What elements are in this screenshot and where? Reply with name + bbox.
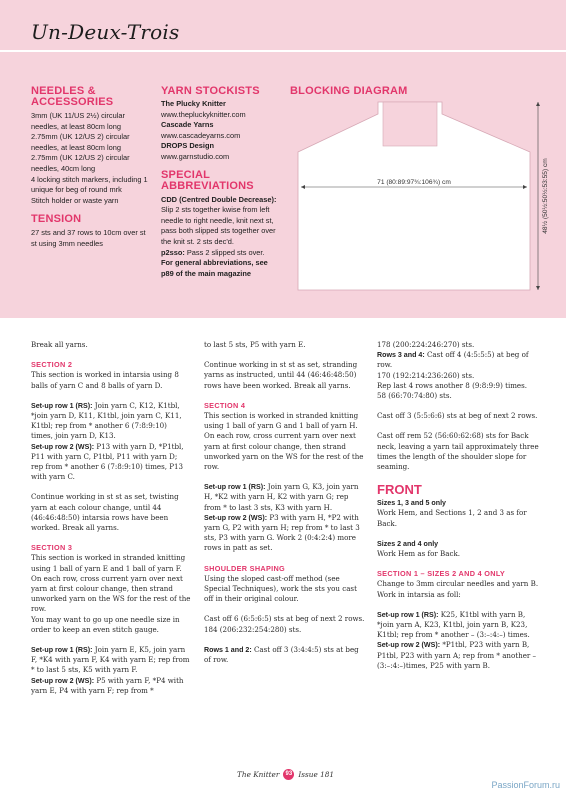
stockist-link[interactable]: www.thepluckyknitter.com: [161, 109, 246, 119]
paragraph: 178 (200:224:246:270) sts.: [377, 340, 475, 349]
abbreviations-heading: SPECIAL ABBREVIATIONS: [161, 168, 254, 192]
paragraph: Using the sloped cast-off method (see Special Techniques), work the sts you cast off in their original colour.: [204, 573, 357, 604]
instruction-row: Set-up row 2 (WS): P13 with yarn D, *P1tbl, P11 with yarn C, P1tbl, P11 with yarn D; rep from * another 6 (7:8:9:10) times, P13 with yarn C.: [31, 441, 184, 482]
width-label: 71 (80:89:97¾:106¾) cm: [377, 179, 451, 186]
instruction-row: Set-up row 2 (WS): *P1tbl, P23 with yarn B, P1tbl, P23 with yarn A; rep from * another – (3:–:4:–)times, P25 with yarn B.: [377, 640, 537, 670]
arrow-up-icon: [536, 102, 540, 106]
tension-heading: TENSION: [31, 213, 82, 226]
paragraph: Cast off 6 (6:5:6:5) sts at beg of next 2 rows.: [204, 614, 365, 624]
front-heading: FRONT: [377, 482, 422, 498]
arrow-down-icon: [536, 286, 540, 290]
paragraph: 58 (66:70:74:80) sts.: [377, 391, 452, 401]
paragraph: Work Hem, and Sections 1, 2 and 3 as for Back.: [377, 508, 527, 528]
paragraph: This section is worked in stranded knitting using 1 ball of yarn E and 1 ball of yarn F.: [31, 553, 186, 573]
instruction-row: Set-up row 1 (RS): Join yarn G, K3, join yarn H, *K2 with yarn H, K2 with yarn G; rep from * to last 3 sts, K3 with yarn H.: [204, 482, 359, 512]
needles-column: [31, 86, 153, 250]
general-abbreviations-note: For general abbreviations, see p89 of the main magazine: [161, 258, 268, 278]
height-label: 48½ (50½:50½:53:55) cm: [542, 158, 549, 234]
needles-line: 3mm (UK 11/US 2½) circular needles, at least 80cm long: [31, 111, 125, 131]
page-footer: [237, 769, 334, 780]
section-heading: SECTION 3: [31, 543, 73, 553]
body-column-3: [377, 340, 539, 671]
title-divider: [0, 50, 566, 52]
neck-opening: [383, 102, 437, 146]
instruction-row: Set-up row 2 (WS): P3 with yarn H, *P2 with yarn G, P2 with yarn H; rep from * to last 3 sts, P3 with yarn G. Work 2 (0:4:2:4) more rows in patt as set.: [204, 512, 360, 553]
section-heading: SHOULDER SHAPING: [204, 563, 286, 573]
paragraph: Continue working in st st as set, stranding yarns as instructed, until 44 (46:46:48:50) rows have been worked. Break all yarns.: [204, 360, 358, 390]
p2sso-term: p2sso:: [161, 247, 185, 257]
page-number: 93: [283, 769, 294, 780]
stockist-link[interactable]: www.cascadeyarns.com: [161, 130, 241, 140]
paragraph: 170 (192:214:236:260) sts.: [377, 370, 475, 380]
paragraph: This section is worked in intarsia using 8 balls of yarn C and 8 balls of yarn D.: [31, 370, 179, 390]
section-heading: SECTION 2: [31, 360, 73, 370]
page-title: Un-Deux-Trois: [31, 20, 180, 44]
cdd-term: CDD (Centred Double Decrease):: [161, 194, 277, 204]
stockists-list: [161, 99, 281, 163]
needles-line: Stitch holder or waste yarn: [31, 195, 119, 205]
stockist-name: DROPS Design: [161, 141, 214, 151]
diagram-heading: BLOCKING DIAGRAM: [290, 85, 408, 97]
instruction-row: Set-up row 1 (RS): Join yarn E, K5, join yarn F, *K4 with yarn F, K4 with yarn E; rep from * to last 5 sts, K5 with yarn F.: [31, 645, 190, 675]
paragraph: You may want to go up one needle size in order to keep an even stitch gauge.: [31, 614, 180, 634]
watermark: PassionForum.ru: [491, 780, 560, 790]
needles-line: 4 locking stitch markers, including 1 unique for beg of round mrk: [31, 174, 148, 195]
paragraph: to last 5 sts, P5 with yarn E.: [204, 340, 306, 349]
stockists-heading: YARN STOCKISTS: [161, 85, 260, 97]
paragraph: Rep last 4 rows another 8 (9:8:9:9) times.: [377, 380, 528, 390]
needles-list: [31, 111, 153, 206]
needles-heading: NEEDLES & ACCESSORIES: [31, 85, 114, 108]
paragraph: Cast off 3 (5:5:6:6) sts at beg of next 2 rows.: [377, 411, 538, 421]
size-note: Sizes 2 and 4 only: [377, 539, 439, 548]
stockist-name: Cascade Yarns: [161, 120, 214, 130]
body-column-2: [204, 340, 366, 665]
abbreviations-body: [161, 195, 281, 280]
instruction-row: Rows 3 and 4: Cast off 4 (4:5:5:5) at beg of row.: [377, 350, 529, 370]
stockist-link[interactable]: www.garnstudio.com: [161, 151, 230, 161]
paragraph: 184 (206:232:254:280) sts.: [204, 624, 302, 634]
paragraph: Change to 3mm circular needles and yarn B.: [377, 579, 539, 589]
issue-number: Issue 181: [298, 770, 335, 779]
magazine-name: The Knitter: [237, 770, 280, 779]
section-heading: SECTION 1 – SIZES 2 AND 4 ONLY: [377, 569, 506, 579]
paragraph: Continue working in st st as set, twisting yarn at each colour change, until 44 (46:46:48:50) intarsia rows have been worked. Break all yarns.: [31, 492, 179, 533]
tension-text: 27 sts and 37 rows to 10cm over st st using 3mm needles: [31, 228, 146, 248]
instruction-row: Set-up row 1 (RS): K25, K1tbl with yarn B, *join yarn A, K23, K1tbl, join yarn B, K23, K1tbl; rep from * another – (3:–:4:–) times.: [377, 609, 530, 640]
paragraph: On each row, cross current yarn over next yarn at first colour change, then strand unworked yarn on the WS for the rest of the row.: [31, 573, 191, 614]
stockists-column: [161, 86, 281, 279]
paragraph: On each row, cross current yarn over next yarn at first colour change, then strand unworked yarn on the WS for the rest of the row.: [204, 431, 364, 472]
paragraph: Break all yarns.: [31, 340, 88, 349]
instruction-row: Set-up row 2 (WS): P5 with yarn F, *P4 with yarn E, P4 with yarn F; rep from *: [31, 675, 184, 695]
instruction-row: Set-up row 1 (RS): Join yarn C, K12, K1tbl, *join yarn D, K11, K1tbl, join yarn C, K11, K1tbl; rep from * another 6 (7:8:9:10) times, join yarn D, K13.: [31, 400, 182, 441]
paragraph: Work in intarsia as foll:: [377, 589, 461, 599]
needles-line: 2.75mm (UK 12/US 2) circular needles, 40cm long: [31, 153, 130, 173]
p2sso-text: Pass 2 slipped sts over.: [184, 247, 265, 257]
paragraph: Cast off rem 52 (56:60:62:68) sts for Back neck, leaving a yarn tail approximately three times the length of the shoulder slope for seaming.: [377, 431, 539, 472]
blocking-diagram: [290, 100, 550, 305]
paragraph: This section is worked in stranded knitting using 1 ball of yarn G and 1 ball of yarn H.: [204, 411, 359, 431]
body-column-1: [31, 340, 191, 696]
cdd-text: Slip 2 sts together kwise from left needle to right needle, knit next st, pass both slipped sts together over the knit st. 2 sts dec'd.: [161, 205, 276, 246]
instruction-row: Rows 1 and 2: Cast off 3 (3:4:4:5) sts at beg of row.: [204, 644, 359, 665]
paragraph: Work Hem as for Back.: [377, 549, 461, 559]
stockist-name: The Plucky Knitter: [161, 99, 226, 108]
needles-line: 2.75mm (UK 12/US 2) circular needles, at least 80cm long: [31, 132, 130, 152]
section-heading: SECTION 4: [204, 400, 246, 410]
size-note: Sizes 1, 3 and 5 only: [377, 499, 446, 508]
